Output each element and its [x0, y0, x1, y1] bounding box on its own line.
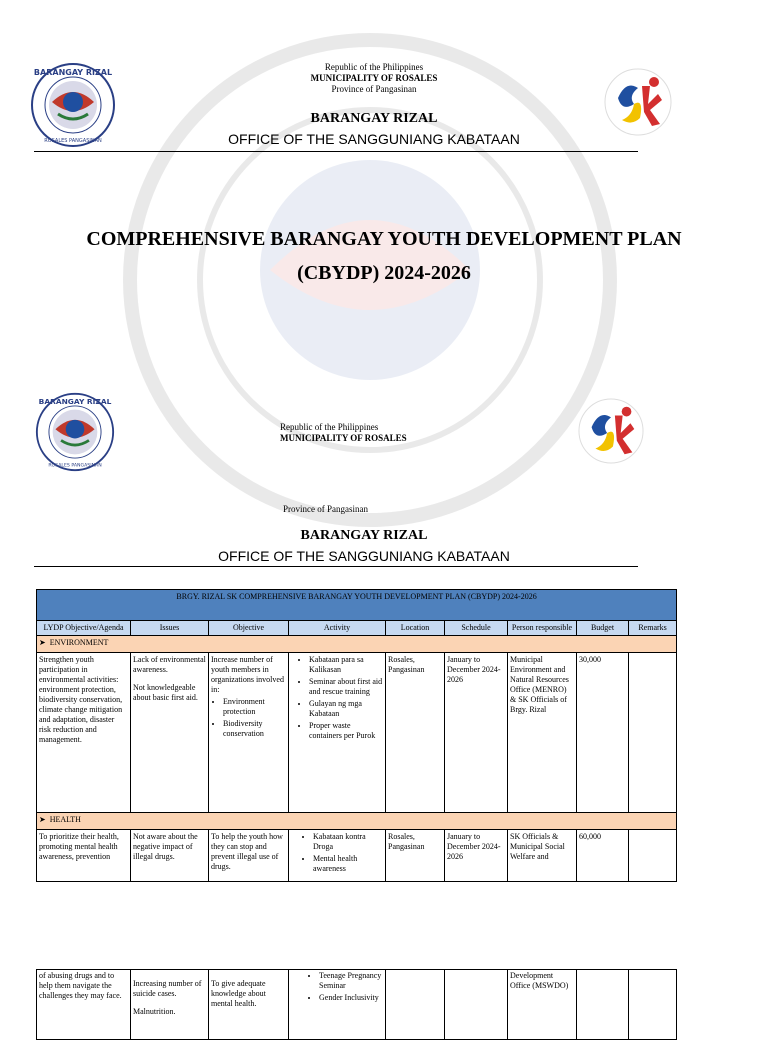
svg-text:ROSALES PANGASINAN: ROSALES PANGASINAN [44, 138, 102, 144]
cbydp-table [36, 589, 677, 882]
location-cell: Rosales, Pangasinan [386, 830, 445, 882]
objective-text: Increase number of youth members in organizations involved in: [211, 655, 284, 694]
remarks-cell [629, 970, 677, 1040]
column-header: LYDP Objective/Agenda [37, 621, 131, 636]
section-health: ➤ HEALTH [37, 813, 677, 830]
municipality-text: MUNICIPALITY OF ROSALES [310, 73, 438, 83]
barangay-title: BARANGAY RIZAL [300, 528, 428, 543]
agenda-cell: of abusing drugs and to help them navigate the challenges they may face. [37, 970, 131, 1040]
list-item: • Teenage Pregnancy Seminar [319, 971, 383, 991]
republic-text: Republic of the Philippines [324, 62, 424, 72]
barangay-seal-icon [30, 62, 116, 148]
list-item: • Biodiversity conservation [223, 719, 286, 739]
section-label: HEALTH [49, 815, 81, 824]
issue-text: Lack of environmental awareness. [133, 655, 206, 674]
municipality-text: MUNICIPALITY OF ROSALES [280, 433, 407, 443]
location-cell: Rosales, Pangasinan [386, 653, 445, 813]
issue-text: Increasing number of suicide cases. [133, 979, 202, 998]
list-item: • Environment protection [223, 697, 286, 717]
document-title-line1: COMPREHENSIVE BARANGAY YOUTH DEVELOPMENT PLAN [86, 228, 682, 250]
table-title: BRGY. RIZAL SK COMPREHENSIVE BARANGAY YOUTH DEVELOPMENT PLAN (CBYDP) 2024-2026 [37, 590, 677, 621]
document-title-line2: (CBYDP) 2024-2026 [297, 262, 471, 284]
agenda-cell: To prioritize their health, promoting mental health awareness, prevention [37, 830, 131, 882]
schedule-cell: January to December 2024-2026 [445, 653, 508, 813]
office-title: OFFICE OF THE SANGGUNIANG KABATAAN [218, 548, 510, 564]
province-text: Province of Pangasinan [283, 504, 368, 514]
objective-cell [209, 653, 289, 813]
person-cell: SK Officials & Municipal Social Welfare and [508, 830, 577, 882]
issue-text: Not knowledgeable about basic first aid. [133, 683, 198, 702]
svg-text:BARANGAY RIZAL: BARANGAY RIZAL [33, 68, 113, 77]
issues-cell [131, 653, 209, 813]
objective-text: To give adequate knowledge about mental health. [211, 979, 266, 1008]
objective-cell [209, 970, 289, 1040]
column-header: Person responsible [508, 621, 577, 636]
list-item: • Kabataan para sa Kalikasan [309, 655, 383, 675]
table-row [37, 653, 677, 813]
column-header: Issues [131, 621, 209, 636]
list-item: • Gender Inclusivity [319, 993, 383, 1003]
barangay-title: BARANGAY RIZAL [310, 111, 438, 126]
table-row [37, 830, 677, 882]
schedule-cell [445, 970, 508, 1040]
list-item: • Seminar about first aid and rescue training [309, 677, 383, 697]
remarks-cell [629, 830, 677, 882]
column-header: Schedule [445, 621, 508, 636]
issues-cell: Not aware about the negative impact of illegal drugs. [131, 830, 209, 882]
column-header: Budget [577, 621, 629, 636]
person-cell: Municipal Environment and Natural Resources Office (MENRO) & SK Officials of Brgy. Rizal [508, 653, 577, 813]
issues-cell [131, 970, 209, 1040]
activity-cell [289, 830, 386, 882]
column-header: Remarks [629, 621, 677, 636]
location-cell [386, 970, 445, 1040]
header-divider [34, 151, 638, 152]
schedule-cell: January to December 2024-2026 [445, 830, 508, 882]
barangay-seal-icon [30, 392, 120, 472]
budget-cell: 60,000 [577, 830, 629, 882]
budget-cell [577, 970, 629, 1040]
section-label: ENVIRONMENT [49, 638, 109, 647]
list-item: • Kabataan kontra Droga [313, 832, 383, 852]
sk-logo-icon [604, 68, 672, 136]
office-title: OFFICE OF THE SANGGUNIANG KABATAAN [228, 131, 520, 147]
section-environment: ➤ ENVIRONMENT [37, 636, 677, 653]
column-header: Objective [209, 621, 289, 636]
list-item: • Gulayan ng mga Kabataan [309, 699, 383, 719]
activity-cell [289, 970, 386, 1040]
republic-text: Republic of the Philippines [280, 422, 379, 432]
cbydp-table-continued [36, 969, 677, 1040]
table-row [37, 970, 677, 1040]
objective-cell: To help the youth how they can stop and prevent illegal use of drugs. [209, 830, 289, 882]
agenda-cell: Strengthen youth participation in environmental activities: environment protection, biodiversity conservation, climate change mitigation and adaptation, disaster risk reduction and management. [37, 653, 131, 813]
person-cell: Development Office (MSWDO) [508, 970, 577, 1040]
sk-logo-icon [578, 398, 644, 464]
header-divider [34, 566, 638, 567]
svg-text:ROSALES PANGASINAN: ROSALES PANGASINAN [48, 463, 102, 469]
svg-text:BARANGAY RIZAL: BARANGAY RIZAL [38, 397, 112, 407]
issue-text: Malnutrition. [133, 1007, 176, 1016]
column-header: Location [386, 621, 445, 636]
activity-cell [289, 653, 386, 813]
list-item: • Proper waste containers per Purok [309, 721, 383, 741]
province-text: Province of Pangasinan [331, 84, 417, 94]
remarks-cell [629, 653, 677, 813]
list-item: • Mental health awareness [313, 854, 383, 874]
column-header: Activity [289, 621, 386, 636]
budget-cell: 30,000 [577, 653, 629, 813]
